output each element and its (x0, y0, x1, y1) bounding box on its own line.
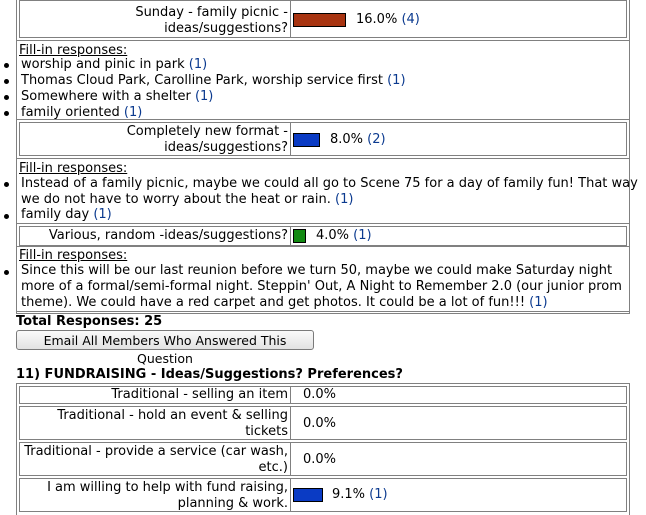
fill-in-item: Thomas Cloud Park, Carolline Park, worship service first (1) (21, 73, 406, 88)
fill-in-item: Instead of a family picnic, maybe we could all go to Scene 75 for a day of family fun! That way we do not have to worry about the heat or rain. (1) (21, 176, 638, 207)
result-percent-new-format: 8.0% (2) (330, 132, 386, 147)
result-count-various[interactable]: (1) (353, 228, 372, 243)
option-row-sunday (19, 0, 627, 38)
result-count-sunday[interactable]: (4) (401, 12, 420, 27)
fill-in-item: family oriented (1) (21, 105, 143, 120)
bullet-icon (4, 214, 9, 219)
fill-in-header: Fill-in responses: (19, 248, 128, 263)
fill-in-header: Fill-in responses: (19, 161, 128, 176)
result-bar-sunday (293, 13, 346, 27)
bullet-icon (4, 63, 9, 68)
result-percent-selling-item: 0.0% (303, 387, 337, 402)
result-count-new-format[interactable]: (2) (367, 132, 386, 147)
fill-in-header: Fill-in responses: (19, 43, 128, 58)
option-row-provide-service: Traditional - provide a service (car wash, etc.) 0.0% (19, 442, 627, 476)
option-row-hold-event: Traditional - hold an event & selling tickets 0.0% (19, 406, 627, 440)
result-percent-hold-event: 0.0% (303, 416, 337, 431)
bullet-icon (4, 182, 9, 187)
result-count-willing-to-help[interactable]: (1) (369, 487, 388, 502)
result-percent-provide-service: 0.0% (303, 452, 337, 467)
result-percent-sunday: 16.0% (4) (356, 12, 420, 27)
result-percent-various: 4.0% (1) (316, 228, 372, 243)
option-label-various: Various, random -ideas/suggestions? (48, 228, 288, 243)
option-row-selling-item: Traditional - selling an item 0.0% (19, 386, 627, 404)
option-row-various (19, 226, 627, 246)
option-label-new-format: Completely new format - ideas/suggestions? (126, 124, 288, 155)
result-bar-new-format (293, 133, 320, 147)
bullet-icon (4, 111, 9, 116)
option-label-sunday: Sunday - family picnic - ideas/suggestions? (135, 5, 288, 36)
fill-in-item: worship and pinic in park (1) (21, 57, 208, 72)
option-row-willing-to-help: I am willing to help with fund raising, planning & work. 9.1% (1) (19, 478, 627, 512)
fill-in-item: Somewhere with a shelter (1) (21, 89, 214, 104)
result-bar-various (293, 229, 306, 243)
email-members-button[interactable]: Email All Members Who Answered This Question (16, 330, 314, 350)
fill-in-item: Since this will be our last reunion before we turn 50, maybe we could make Saturday night more of a formal/semi-formal night. Steppin' Out, A Night to Remember 2.0 (our junior prom theme). We could have a red carpet and get photos. It could be a lot of fun!!! (1) (21, 263, 622, 310)
bullet-icon (4, 95, 9, 100)
result-bar-willing-to-help (293, 488, 323, 502)
total-responses: Total Responses: 25 (16, 314, 163, 329)
option-row-new-format (19, 122, 627, 156)
result-percent-willing-to-help: 9.1% (1) (332, 487, 388, 502)
question-11-title: 11) FUNDRAISING - Ideas/Suggestions? Preferences? (16, 367, 403, 382)
fill-in-item: family day (1) (21, 207, 112, 222)
bullet-icon (4, 79, 9, 84)
bullet-icon (4, 270, 9, 275)
